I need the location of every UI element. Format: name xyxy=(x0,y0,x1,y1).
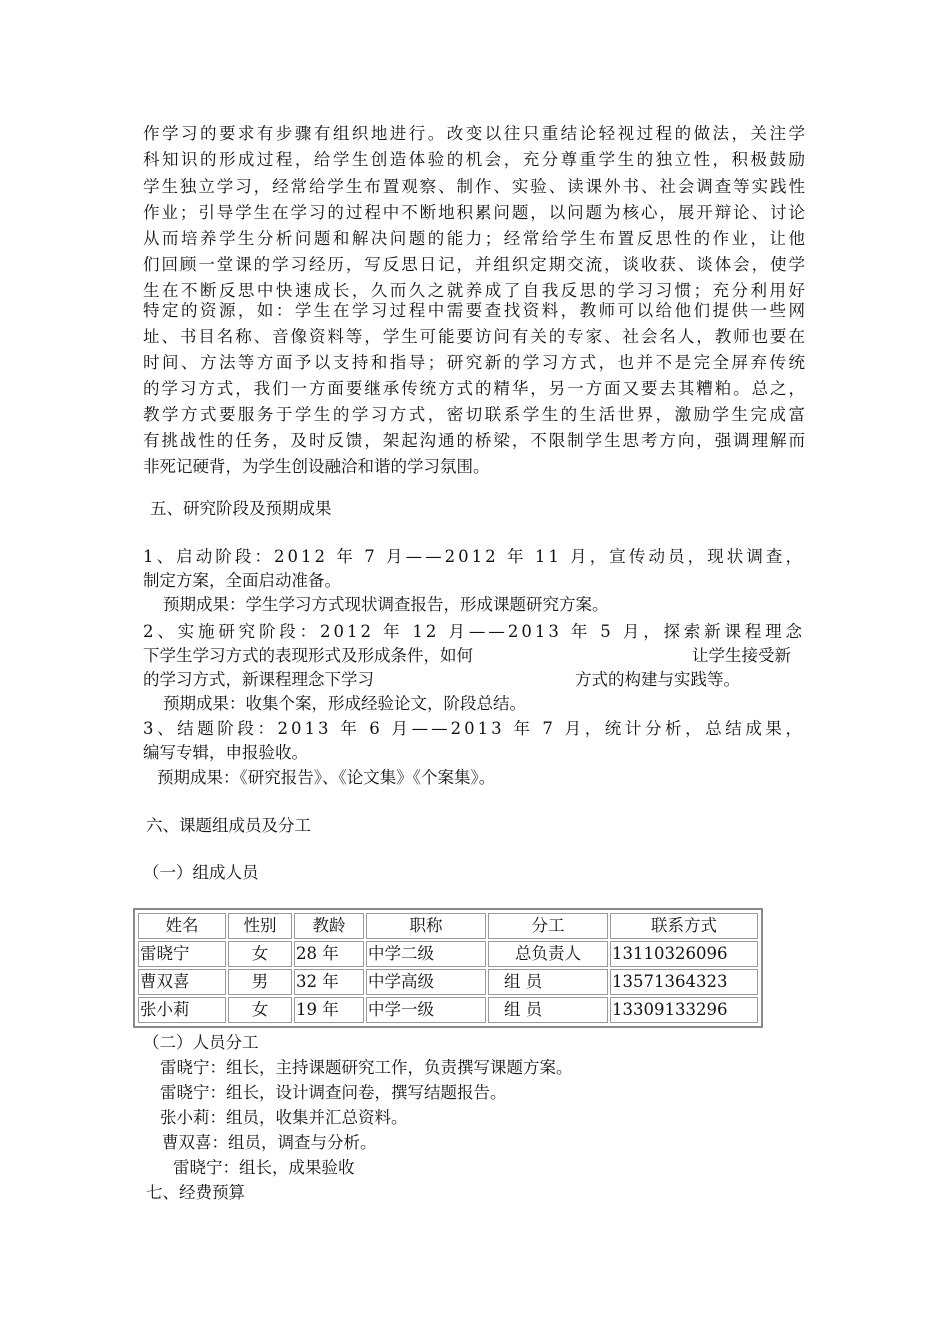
paragraph-line: 非死记硬背，为学生创设融洽和谐的学习氛围。 xyxy=(143,457,490,476)
column-header: 性别 xyxy=(228,913,292,939)
paragraph-line: 有挑战性的任务，及时反馈，架起沟通的桥梁，不限制学生思考方向，强调理解而 xyxy=(143,431,805,450)
stage-1-result: 预期成果：学生学习方式现状调查报告，形成课题研究方案。 xyxy=(163,595,609,614)
table-cell: 组 员 xyxy=(488,997,608,1023)
subsection-heading: （一）组成人员 xyxy=(143,863,259,882)
paragraph-line: 作学习的要求有步骤有组织地进行。改变以往只重结论轻视过程的做法，关注学 xyxy=(143,124,805,143)
duty-item: 曹双喜：组员，调查与分析。 xyxy=(162,1133,377,1152)
table-row xyxy=(138,969,758,995)
table-cell: 28 年 xyxy=(294,941,364,967)
table-cell: 总负责人 xyxy=(488,941,608,967)
table-cell: 张小莉 xyxy=(138,997,226,1023)
table-cell: 32 年 xyxy=(294,969,364,995)
paragraph-line: 科知识的形成过程，给学生创造体验的机会，充分尊重学生的独立性，积极鼓励 xyxy=(143,150,805,169)
stage-3-result: 预期成果：《研究报告》、《论文集》《个案集》。 xyxy=(157,768,496,787)
stage-3-line: 编写专辑，申报验收。 xyxy=(143,743,308,762)
column-header: 职称 xyxy=(366,913,486,939)
duty-item: 雷晓宁：组长，主持课题研究工作，负责撰写课题方案。 xyxy=(160,1058,573,1077)
paragraph-line: 从而培养学生分析问题和解决问题的能力；经常给学生布置反思性的作业，让他 xyxy=(143,229,805,248)
paragraph-line: 们回顾一堂课的学习经历，写反思日记，并组织定期交流，谈收获、谈体会，使学 xyxy=(143,255,805,274)
table-cell: 中学二级 xyxy=(366,941,486,967)
section-heading: 七、经费预算 xyxy=(146,1183,245,1202)
column-header: 联系方式 xyxy=(610,913,758,939)
table-cell: 13110326096 xyxy=(610,941,758,967)
table-cell: 中学一级 xyxy=(366,997,486,1023)
column-header: 教龄 xyxy=(294,913,364,939)
paragraph-line: 时间、方法等方面予以支持和指导；研究新的学习方式，也并不是完全屏弃传统 xyxy=(143,353,805,372)
paragraph-line: 特定的资源，如：学生在学习过程中需要查找资料，教师可以给他们提供一些网 xyxy=(143,301,805,320)
duty-item: 雷晓宁：组长，成果验收 xyxy=(173,1158,355,1177)
duty-item: 张小莉：组员，收集并汇总资料。 xyxy=(160,1108,408,1127)
paragraph-line: 教学方式要服务于学生的学习方式，密切联系学生的生活世界，激励学生完成富 xyxy=(143,405,805,424)
paragraph-line: 的学习方式，我们一方面要继承传统方式的精华，另一方面又要去其糟粕。总之， xyxy=(143,379,805,398)
column-header: 姓名 xyxy=(138,913,226,939)
stage-2-line: 让学生接受新 xyxy=(692,646,791,665)
paragraph-line: 生在不断反思中快速成长，久而久之就养成了自我反思的学习习惯；充分利用好 xyxy=(143,281,805,300)
stage-1-line: 制定方案，全面启动准备。 xyxy=(143,571,341,590)
table-cell: 男 xyxy=(228,969,292,995)
table-cell: 13571364323 xyxy=(610,969,758,995)
table-row xyxy=(138,941,758,967)
table-cell: 女 xyxy=(228,941,292,967)
table-cell: 雷晓宁 xyxy=(138,941,226,967)
stage-2-line: 方式的构建与实践等。 xyxy=(575,670,740,689)
subsection-heading: （二）人员分工 xyxy=(143,1033,259,1052)
stage-2-line: 下学生学习方式的表现形式及形成条件，如何 xyxy=(143,646,473,665)
paragraph-line: 址、书目名称、音像资料等，学生可能要访问有关的专家、社会名人，教师也要在 xyxy=(143,327,805,346)
section-heading: 五、研究阶段及预期成果 xyxy=(150,499,332,518)
table-cell: 曹双喜 xyxy=(138,969,226,995)
table-cell: 19 年 xyxy=(294,997,364,1023)
table-cell: 组 员 xyxy=(488,969,608,995)
table-row xyxy=(138,997,758,1023)
table-cell: 13309133296 xyxy=(610,997,758,1023)
table-header-row xyxy=(138,913,758,939)
stage-2-line: 2、实施研究阶段：2012 年 12 月——2013 年 5 月，探索新课程理念 xyxy=(143,622,805,641)
stage-2-line: 的学习方式，新课程理念下学习 xyxy=(143,670,374,689)
members-table xyxy=(133,908,763,1028)
table-cell: 中学高级 xyxy=(366,969,486,995)
paragraph-line: 作业；引导学生在学习的过程中不断地积累问题，以问题为核心，展开辩论、讨论 xyxy=(143,203,805,222)
section-heading: 六、课题组成员及分工 xyxy=(146,816,311,835)
stage-1-line: 1、启动阶段：2012 年 7 月——2012 年 11 月，宣传动员，现状调查， xyxy=(143,547,805,566)
stage-2-result: 预期成果：收集个案，形成经验论文，阶段总结。 xyxy=(163,694,526,713)
table-cell: 女 xyxy=(228,997,292,1023)
stage-3-line: 3、结题阶段：2013 年 6 月——2013 年 7 月，统计分析，总结成果， xyxy=(143,719,805,738)
column-header: 分工 xyxy=(488,913,608,939)
duty-item: 雷晓宁：组长，设计调查问卷，撰写结题报告。 xyxy=(160,1083,507,1102)
paragraph-line: 学生独立学习，经常给学生布置观察、制作、实验、读课外书、社会调查等实践性 xyxy=(143,177,805,196)
